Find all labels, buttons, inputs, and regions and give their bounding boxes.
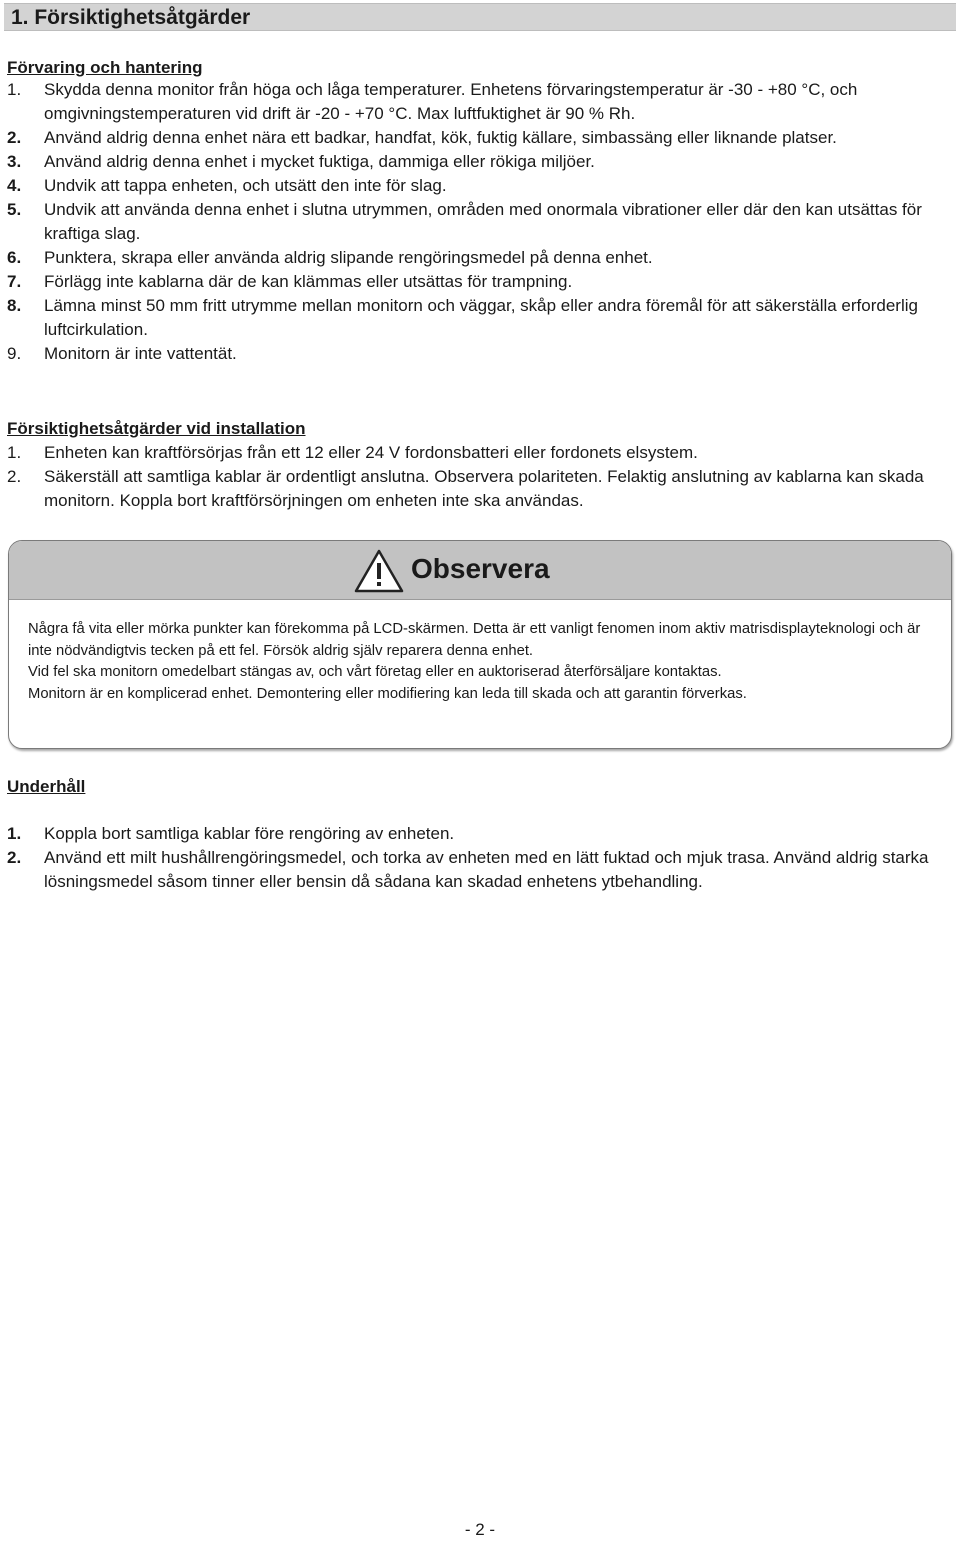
item-number: 9. [7, 344, 22, 363]
list-item [7, 198, 947, 246]
item-number: 1. [7, 443, 22, 462]
notice-paragraph: Vid fel ska monitorn omedelbart stängas av, och vårt företag eller en auktoriserad återförsäljare kontaktas. [28, 664, 722, 681]
list-item [7, 270, 947, 294]
item-text: Enheten kan kraftförsörjas från ett 12 eller 24 V fordonsbatteri eller fordonets elsystem. [44, 443, 698, 462]
maintenance-heading: Underhåll [7, 777, 86, 796]
list-item [7, 174, 947, 198]
notice-header [9, 541, 951, 600]
list-item [7, 150, 947, 174]
item-text: Koppla bort samtliga kablar före rengöring av enheten. [44, 824, 455, 843]
item-number: 7. [7, 272, 22, 291]
notice-box [8, 540, 952, 749]
item-number: 3. [7, 152, 22, 171]
item-number: 1. [7, 824, 22, 843]
item-number: 8. [7, 296, 22, 315]
installation-list [7, 441, 947, 513]
notice-paragraph: Några få vita eller mörka punkter kan förekomma på LCD-skärmen. Detta är ett vanligt fenomen inom aktiv matrisdisplayteknologi och är inte nödvändigtvis tecken på ett fel. Försök aldrig själv reparera denna enhet. [28, 621, 921, 659]
warning-triangle-icon [354, 549, 404, 593]
page-number: - 2 - [464, 1520, 496, 1539]
list-item [7, 846, 947, 894]
item-text: Säkerställ att samtliga kablar är ordentligt anslutna. Observera polariteten. Felaktig anslutning av kablarna kan skada monitorn. Koppla bort kraftförsörjningen om enheten inte ska användas. [44, 467, 924, 510]
item-number: 2. [7, 848, 22, 867]
installation-heading: Försiktighetsåtgärder vid installation [7, 419, 306, 438]
storage-heading: Förvaring och hantering [7, 58, 203, 77]
item-text: Skydda denna monitor från höga och låga temperaturer. Enhetens förvaringstemperatur är -30 - +80 °C, och omgivningstemperaturen vid drift är -20 - +70 °C. Max luftfuktighet är 90 % Rh. [44, 80, 858, 123]
item-text: Punktera, skrapa eller använda aldrig slipande rengöringsmedel på denna enhet. [44, 248, 653, 267]
item-number: 2. [7, 467, 22, 486]
item-text: Använd aldrig denna enhet nära ett badkar, handfat, kök, fuktig källare, simbassäng eller liknande platser. [44, 128, 837, 147]
list-item [7, 342, 947, 366]
item-text: Undvik att tappa enheten, och utsätt den inte för slag. [44, 176, 447, 195]
item-number: 6. [7, 248, 22, 267]
item-number: 1. [7, 80, 22, 99]
notice-paragraph: Monitorn är en komplicerad enhet. Demontering eller modifiering kan leda till skada och att garantin förverkas. [28, 685, 747, 702]
item-text: Använd ett milt hushållrengöringsmedel, och torka av enheten med en lätt fuktad och mjuk trasa. Använd aldrig starka lösningsmedel såsom tinner eller bensin då sådana kan skadad enhetens ytbehandling. [44, 848, 929, 891]
storage-list [7, 78, 947, 366]
list-item [7, 126, 947, 150]
item-text: Monitorn är inte vattentät. [44, 344, 237, 363]
list-item [7, 822, 947, 846]
item-text: Förlägg inte kablarna där de kan klämmas eller utsättas för trampning. [44, 272, 573, 291]
item-number: 2. [7, 128, 22, 147]
notice-body [28, 619, 933, 705]
item-text: Lämna minst 50 mm fritt utrymme mellan monitorn och väggar, skåp eller andra föremål för att säkerställa erforderlig luftcirkulation. [44, 296, 918, 339]
list-item [7, 441, 947, 465]
item-text: Använd aldrig denna enhet i mycket fuktiga, dammiga eller rökiga miljöer. [44, 152, 595, 171]
notice-title: Observera [411, 553, 550, 584]
item-number: 5. [7, 200, 22, 219]
item-number: 4. [7, 176, 22, 195]
chapter-header-bar [4, 3, 956, 31]
maintenance-list [7, 822, 947, 894]
list-item [7, 78, 947, 126]
list-item [7, 465, 947, 513]
list-item [7, 246, 947, 270]
list-item [7, 294, 947, 342]
chapter-title: 1. Försiktighetsåtgärder [11, 6, 251, 29]
item-text: Undvik att använda denna enhet i slutna utrymmen, områden med onormala vibrationer eller där den kan utsättas för kraftiga slag. [44, 200, 922, 243]
